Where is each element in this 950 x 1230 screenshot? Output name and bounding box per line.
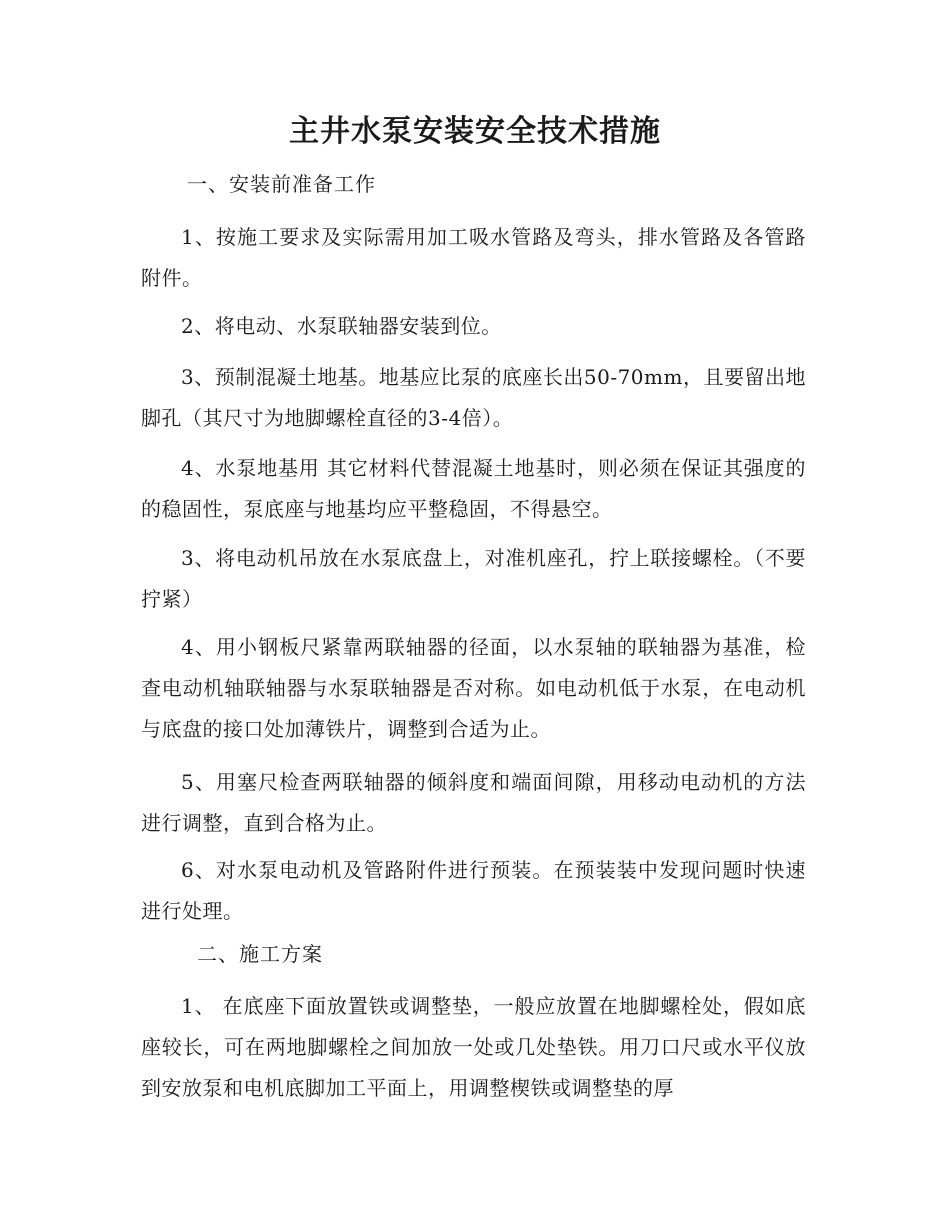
document-title: 主井水泵安装安全技术措施 [289, 114, 661, 149]
paragraph-item: 4、用小钢板尺紧靠两联轴器的径面，以水泵轴的联轴器为基准，检查电动机轴联轴器与水泵联轴器是否对称。如电动机低于水泵，在电动机与底盘的接口处加薄铁片，调整到合适为止。 [141, 635, 806, 741]
paragraph-item: 1、 在底座下面放置铁或调整垫，一般应放置在地脚螺栓处，假如底座较长，可在两地脚螺栓之间加放一处或几处垫铁。用刀口尺或水平仪放到安放泵和电机底脚加工平面上，用调整楔铁或调整垫的厚 [141, 994, 806, 1100]
section-heading-preparation: 一、安装前准备工作 [187, 172, 376, 196]
paragraph-item: 1、按施工要求及实际需用加工吸水管路及弯头，排水管路及各管路附件。 [141, 225, 806, 290]
paragraph-item: 2、将电动、水泵联轴器安装到位。 [181, 314, 502, 338]
section-heading-construction-plan: 二、施工方案 [197, 942, 323, 966]
paragraph-item: 3、预制混凝土地基。地基应比泵的底座长出50-70mm，且要留出地脚孔（其尺寸为地脚螺栓直径的3-4倍）。 [141, 365, 806, 430]
paragraph-item: 6、对水泵电动机及管路附件进行预装。在预装装中发现问题时快速进行处理。 [141, 858, 806, 923]
paragraph-item: 5、用塞尺检查两联轴器的倾斜度和端面间隙，用移动电动机的方法进行调整，直到合格为止。 [141, 770, 806, 835]
paragraph-item: 3、将电动机吊放在水泵底盘上，对准机座孔，拧上联接螺栓。（不要拧紧） [141, 546, 806, 611]
paragraph-item: 4、水泵地基用 其它材料代替混凝土地基时，则必须在保证其强度的的稳固性，泵底座与地基均应平整稳固，不得悬空。 [141, 456, 806, 521]
